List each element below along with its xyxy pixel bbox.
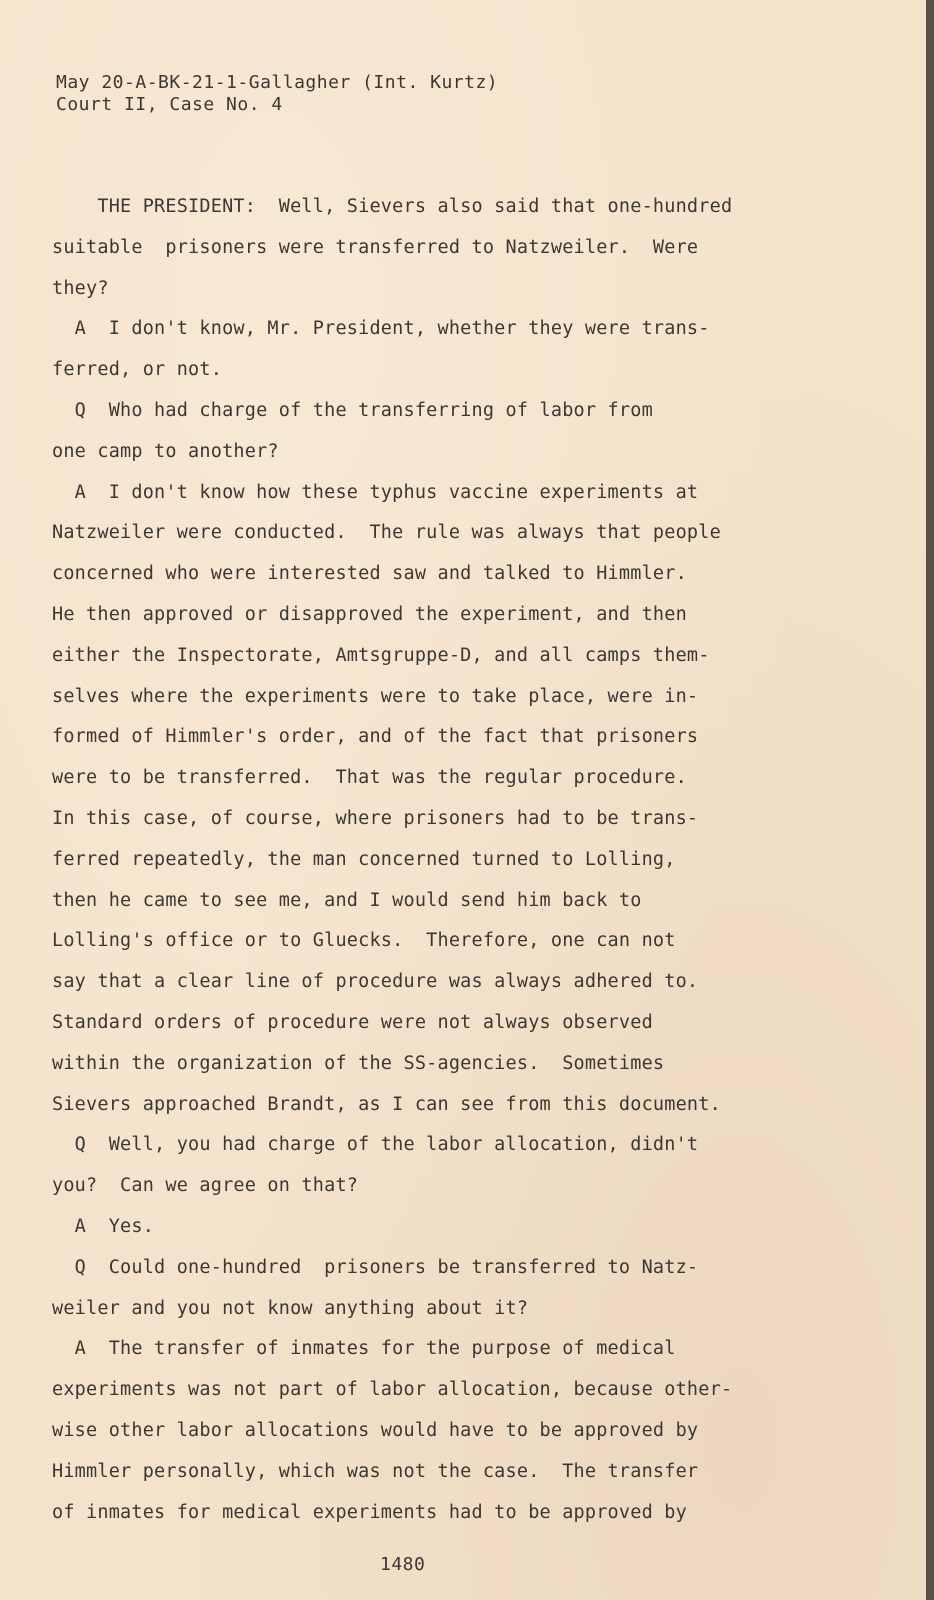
transcript-line: either the Inspectorate, Amtsgruppe-D, and all camps them- bbox=[52, 644, 710, 666]
transcript-line: A The transfer of inmates for the purpose of medical bbox=[52, 1338, 676, 1360]
transcript-line: In this case, of course, where prisoners had to be trans- bbox=[52, 807, 699, 829]
header-line-2: Court II, Case No. 4 bbox=[56, 94, 283, 115]
transcript-line: concerned who were interested saw and talked to Himmler. bbox=[52, 563, 687, 585]
transcript-line: Q Well, you had charge of the labor allocation, didn't bbox=[52, 1134, 699, 1156]
transcript-line: Natzweiler were conducted. The rule was always that people bbox=[52, 522, 721, 544]
document-header bbox=[56, 72, 498, 116]
transcript-line: Sievers approached Brandt, as I can see from this document. bbox=[52, 1093, 721, 1115]
transcript-line: THE PRESIDENT: Well, Sievers also said that one-hundred bbox=[52, 196, 733, 217]
transcript-line: He then approved or disapproved the experiment, and then bbox=[52, 603, 687, 625]
transcript-line: say that a clear line of procedure was always adhered to. bbox=[52, 971, 699, 993]
transcript-line: Q Who had charge of the transferring of labor from bbox=[52, 399, 653, 421]
transcript-line: ferred repeatedly, the man concerned turned to Lolling, bbox=[52, 848, 676, 870]
transcript-line: A Yes. bbox=[52, 1215, 155, 1237]
transcript-line: within the organization of the SS-agencies. Sometimes bbox=[52, 1052, 665, 1074]
transcript-body bbox=[52, 187, 792, 1533]
transcript-line: experiments was not part of labor allocation, because other- bbox=[52, 1379, 733, 1401]
transcript-line: Himmler personally, which was not the case. The transfer bbox=[52, 1460, 699, 1482]
transcript-line: formed of Himmler's order, and of the fact that prisoners bbox=[52, 726, 699, 748]
transcript-line: Q Could one-hundred prisoners be transferred to Natz- bbox=[52, 1256, 699, 1278]
transcript-line: weiler and you not know anything about it? bbox=[52, 1297, 529, 1319]
transcript-line: then he came to see me, and I would send him back to bbox=[52, 889, 642, 911]
transcript-line: wise other labor allocations would have to be approved by bbox=[52, 1419, 699, 1441]
transcript-line: selves where the experiments were to take place, were in- bbox=[52, 685, 699, 707]
transcript-line: ferred, or not. bbox=[52, 359, 223, 381]
header-line-1: May 20-A-BK-21-1-Gallagher (Int. Kurtz) bbox=[56, 72, 499, 93]
transcript-line: one camp to another? bbox=[52, 440, 279, 462]
page-number: 1480 bbox=[380, 1554, 426, 1575]
transcript-line: were to be transferred. That was the regular procedure. bbox=[52, 767, 687, 789]
transcript-line: of inmates for medical experiments had to be approved by bbox=[52, 1501, 687, 1523]
transcript-line: Standard orders of procedure were not always observed bbox=[52, 1011, 653, 1033]
transcript-line: A I don't know how these typhus vaccine experiments at bbox=[52, 481, 699, 503]
transcript-line: suitable prisoners were transferred to Natzweiler. Were bbox=[52, 236, 699, 258]
transcript-line: A I don't know, Mr. President, whether they were trans- bbox=[52, 318, 710, 340]
transcript-line: Lolling's office or to Gluecks. Therefore, one can not bbox=[52, 930, 676, 952]
transcript-line: they? bbox=[52, 277, 109, 299]
transcript-line: you? Can we agree on that? bbox=[52, 1175, 359, 1197]
